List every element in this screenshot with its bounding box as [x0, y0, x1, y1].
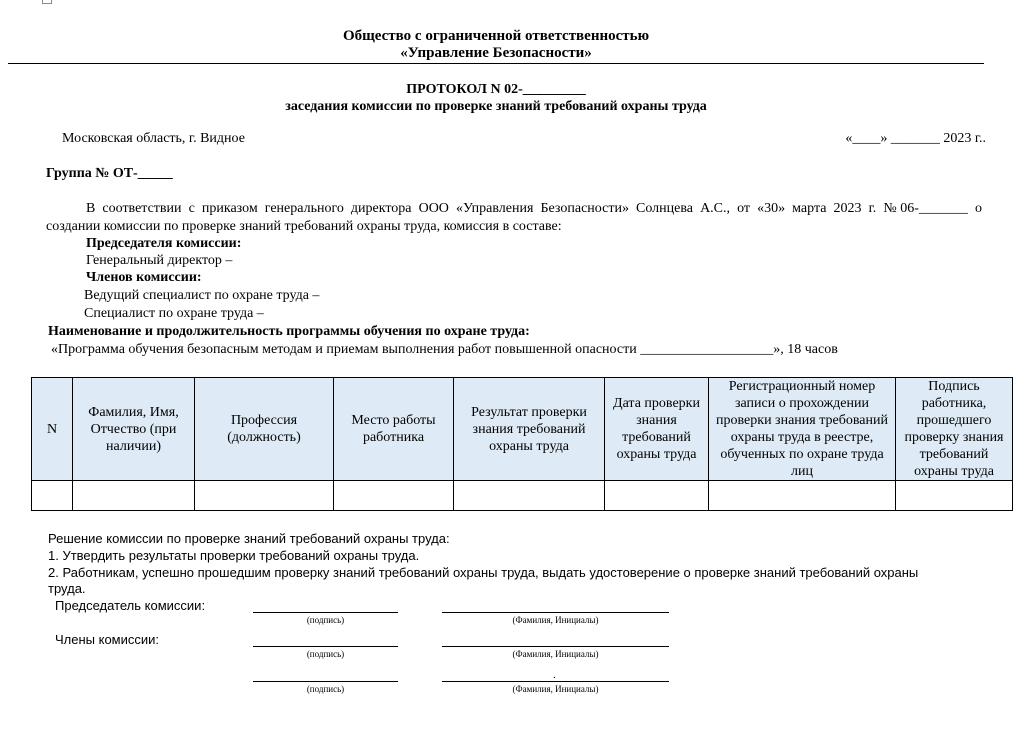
member-1-signature-line[interactable] — [253, 646, 398, 647]
table-cell[interactable] — [605, 481, 709, 511]
order-text-line1: В соответствии с приказом генерального директора ООО «Управления Безопасности» Солнцева А.С., от «30» марта 2023 г. №06-_______ о — [86, 201, 982, 216]
header-divider — [8, 63, 984, 64]
org-name-line1: Общество с ограниченной ответственностью — [342, 28, 650, 44]
member-2-name-caption: (Фамилия, Инициалы) — [512, 684, 599, 694]
chair-signature-caption: (подпись) — [306, 615, 345, 625]
page-corner-marker — [42, 0, 52, 4]
protocol-title: ПРОТОКОЛ N 02-_________ — [406, 82, 586, 97]
table-cell[interactable] — [32, 481, 73, 511]
stray-dot: . — [553, 669, 556, 681]
col-header-date: Дата проверки знания требований охраны труда — [605, 378, 709, 481]
chair-heading: Председателя комиссии: — [86, 236, 242, 251]
member-2-signature-line[interactable] — [253, 681, 398, 682]
chair-name-line[interactable] — [442, 612, 669, 613]
place: Московская область, г. Видное — [62, 131, 245, 146]
member-2: Специалист по охране труда – — [84, 306, 264, 321]
table-row — [32, 481, 1013, 511]
members-signature-label: Члены комиссии: — [55, 632, 160, 647]
member-1-name-caption: (Фамилия, Инициалы) — [512, 649, 599, 659]
col-header-number: N — [32, 378, 73, 481]
table-cell[interactable] — [454, 481, 605, 511]
decision-heading: Решение комиссии по проверке знаний требований охраны труда: — [48, 531, 450, 546]
chair-signature-line[interactable] — [253, 612, 398, 613]
member-2-name-line[interactable] — [442, 681, 669, 682]
col-header-full-name: Фамилия, Имя, Отчество (при наличии) — [73, 378, 195, 481]
table-cell[interactable] — [334, 481, 454, 511]
members-heading: Членов комиссии: — [86, 270, 202, 285]
chair-name-caption: (Фамилия, Инициалы) — [512, 615, 599, 625]
decision-item-2-line2: труда. — [48, 581, 86, 596]
col-header-signature: Подпись работника, прошедшего проверку знания требований охраны труда — [896, 378, 1013, 481]
table-header-row — [32, 378, 1013, 481]
col-header-profession: Профессия (должность) — [195, 378, 334, 481]
col-header-workplace: Место работы работника — [334, 378, 454, 481]
table-cell[interactable] — [73, 481, 195, 511]
member-1-name-line[interactable] — [442, 646, 669, 647]
table-cell[interactable] — [709, 481, 896, 511]
chair-signature-label: Председатель комиссии: — [55, 598, 206, 613]
results-table — [31, 377, 1013, 511]
col-header-result: Результат проверки знания требований охраны труда — [454, 378, 605, 481]
member-2-signature-caption: (подпись) — [306, 684, 345, 694]
program-text: «Программа обучения безопасным методам и приемам выполнения работ повышенной опасности ___________________», 18 часов — [51, 342, 838, 357]
protocol-subtitle: заседания комиссии по проверке знаний требований охраны труда — [285, 99, 707, 114]
org-name-line2: «Управление Безопасности» — [400, 45, 592, 61]
order-text-line2: создании комиссии по проверке знаний требований охраны труда, комиссия в составе: — [46, 219, 562, 234]
program-heading: Наименование и продолжительность программы обучения по охране труда: — [48, 324, 530, 339]
group-number: Группа № ОТ-_____ — [46, 166, 173, 181]
chair-member: Генеральный директор – — [86, 253, 233, 268]
member-1-signature-caption: (подпись) — [306, 649, 345, 659]
table-cell[interactable] — [896, 481, 1013, 511]
protocol-date: «____» _______ 2023 г.. — [845, 131, 986, 146]
decision-item-2-line1: 2. Работникам, успешно прошедшим проверку знаний требований охраны труда, выдать удостоверение о проверке знаний требований охраны — [48, 565, 919, 580]
table-cell[interactable] — [195, 481, 334, 511]
col-header-registry-number: Регистрационный номер записи о прохождении проверки знания требований охраны труда в реестре, обученных по охране труда лиц — [709, 378, 896, 481]
decision-item-1: 1. Утвердить результаты проверки требований охраны труда. — [48, 548, 420, 563]
member-1: Ведущий специалист по охране труда – — [84, 288, 320, 303]
